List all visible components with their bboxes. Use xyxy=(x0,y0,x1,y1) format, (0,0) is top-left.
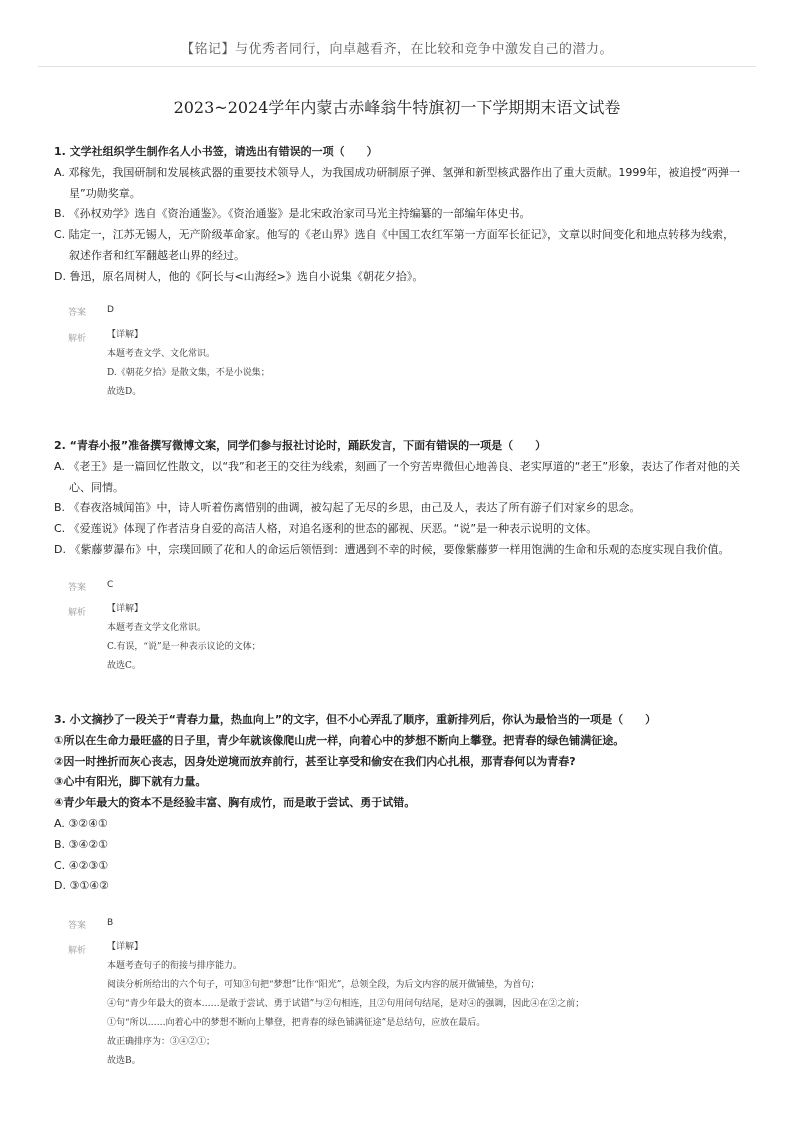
analysis-line: 【详解】 xyxy=(107,604,144,614)
option-b: B. 《孙权劝学》选自《资治通鉴》。《资治通鉴》是北宋政治家司马光主持编纂的一部编年体史书。 xyxy=(54,207,531,221)
question-text: 3. 小文摘抄了一段关于“青春力量，热血向上”的文字，但不小心弄乱了顺序，重新排列后，你认为最恰当的一项是（ ） xyxy=(54,713,657,726)
option-b: B. ③④②① xyxy=(54,837,108,851)
question-1 xyxy=(54,142,744,288)
analysis-line: 本题考查句子的衔接与排序能力。 xyxy=(107,961,243,971)
sentence-4: ④青少年最大的资本不是经验丰富、胸有成竹，而是敢于尝试、勇于试错。 xyxy=(54,796,416,810)
analysis-line: 本题考查文学文化常识。 xyxy=(107,623,207,633)
option-a: A. 邓稼先，我国研制和发展核武器的重要技术领导人，为我国成功研制原子弹、氢弹和新型核武器作出了重大贡献。1999年，被追授“两弹一星”功勋奖章。 xyxy=(54,165,741,200)
answer-label: 答案 xyxy=(68,921,87,931)
question-2 xyxy=(54,436,744,561)
option-d: D. ③①④② xyxy=(54,879,109,893)
analysis-line: C.有误，“说”是一种表示议论的文体； xyxy=(107,642,261,652)
header-divider xyxy=(38,66,756,67)
analysis-line: 本题考查文学、文化常识。 xyxy=(107,349,216,359)
option-a: A. 《老王》是一篇回忆性散文，以“我”和老王的交往为线索，刻画了一个穷苦卑微但心地善良、老实厚道的“老王”形象，表达了作者对他的关心、同情。 xyxy=(54,459,741,494)
analysis-body xyxy=(107,600,727,676)
sentence-3: ③心中有阳光，脚下就有力量。 xyxy=(54,775,207,789)
question-text: 2. “青春小报”准备撰写微博文案，同学们参与报社讨论时，踊跃发言，下面有错误的一项是（ ） xyxy=(54,439,547,452)
analysis-line: ④句“青少年最大的资本……是敢于尝试、勇于试错”与②句相连，且②句用问句结尾，是对④的强调，因此④在②之前； xyxy=(107,999,585,1009)
analysis-line: 故选C。 xyxy=(107,661,141,671)
analysis-line: 故选B。 xyxy=(107,1056,141,1066)
analysis-line: D.《朝花夕拾》是散文集，不是小说集； xyxy=(107,368,270,378)
answer-label: 答案 xyxy=(68,308,87,318)
analysis-line: 【详解】 xyxy=(107,330,144,340)
analysis-line: 【详解】 xyxy=(107,942,144,952)
option-c: C. ④②③① xyxy=(54,858,109,872)
analysis-line: 阅读分析所给出的六个句子，可知③句把“梦想”比作“阳光”，总领全段，为后文内容的展开做铺垫，为首句； xyxy=(107,980,540,990)
option-c: C. 《爱莲说》体现了作者洁身自爱的高洁人格，对追名逐利的世态的鄙视、厌恶。“说”是一种表示说明的文体。 xyxy=(54,522,598,536)
answer-label: 答案 xyxy=(68,583,87,593)
analysis-label: 解析 xyxy=(68,608,87,618)
option-b: B. 《春夜洛城闻笛》中，诗人听着伤离惜别的曲调，被勾起了无尽的乡思，由己及人，表达了所有游子们对家乡的思念。 xyxy=(54,501,641,515)
option-d: D. 鲁迅，原名周树人，他的《阿长与<山海经>》选自小说集《朝花夕拾》。 xyxy=(54,269,424,283)
analysis-body xyxy=(107,326,727,402)
analysis-label: 解析 xyxy=(68,334,87,344)
sentence-1: ①所以在生命力最旺盛的日子里，青少年就该像爬山虎一样，向着心中的梦想不断向上攀登。把青春的绿色铺满征途。 xyxy=(54,733,625,747)
question-3 xyxy=(54,710,744,897)
page-title: 2023~2024学年内蒙古赤峰翁牛特旗初一下学期期末语文试卷 xyxy=(173,98,621,117)
analysis-line: ①句“所以……向着心中的梦想不断向上攀登，把青春的绿色铺满征途”是总结句，应放在最后。 xyxy=(107,1018,486,1028)
answer-value: C xyxy=(107,580,114,590)
option-a: A. ③②④① xyxy=(54,816,108,830)
answer-value: D xyxy=(107,305,114,315)
analysis-body xyxy=(107,938,727,1071)
analysis-label: 解析 xyxy=(68,946,87,956)
answer-value: B xyxy=(107,918,114,928)
analysis-line: 故正确排序为：③④②①； xyxy=(107,1037,216,1047)
header-motto: 【铭记】与优秀者同行，向卓越看齐，在比较和竞争中激发自己的潜力。 xyxy=(180,42,613,57)
question-text: 1. 文学社组织学生制作名人小书签，请选出有错误的一项（ ） xyxy=(54,145,378,158)
analysis-line: 故选D。 xyxy=(107,387,142,397)
sentence-2: ②因一时挫折而灰心丧志，因身处逆境而放弃前行，甚至让享受和偷安在我们内心扎根，那青春何以为青春? xyxy=(54,754,576,768)
option-c: C. 陆定一，江苏无锡人，无产阶级革命家。他写的《老山界》选自《中国工农红军第一方面军长征记》，文章以时间变化和地点转移为线索，叙述作者和红军翻越老山界的经过。 xyxy=(54,228,735,262)
option-d: D. 《紫藤萝瀑布》中，宗璞回顾了花和人的命运后领悟到：遭遇到不幸的时候，要像紫藤萝一样用饱满的生命和乐观的态度实现自我价值。 xyxy=(54,542,730,556)
